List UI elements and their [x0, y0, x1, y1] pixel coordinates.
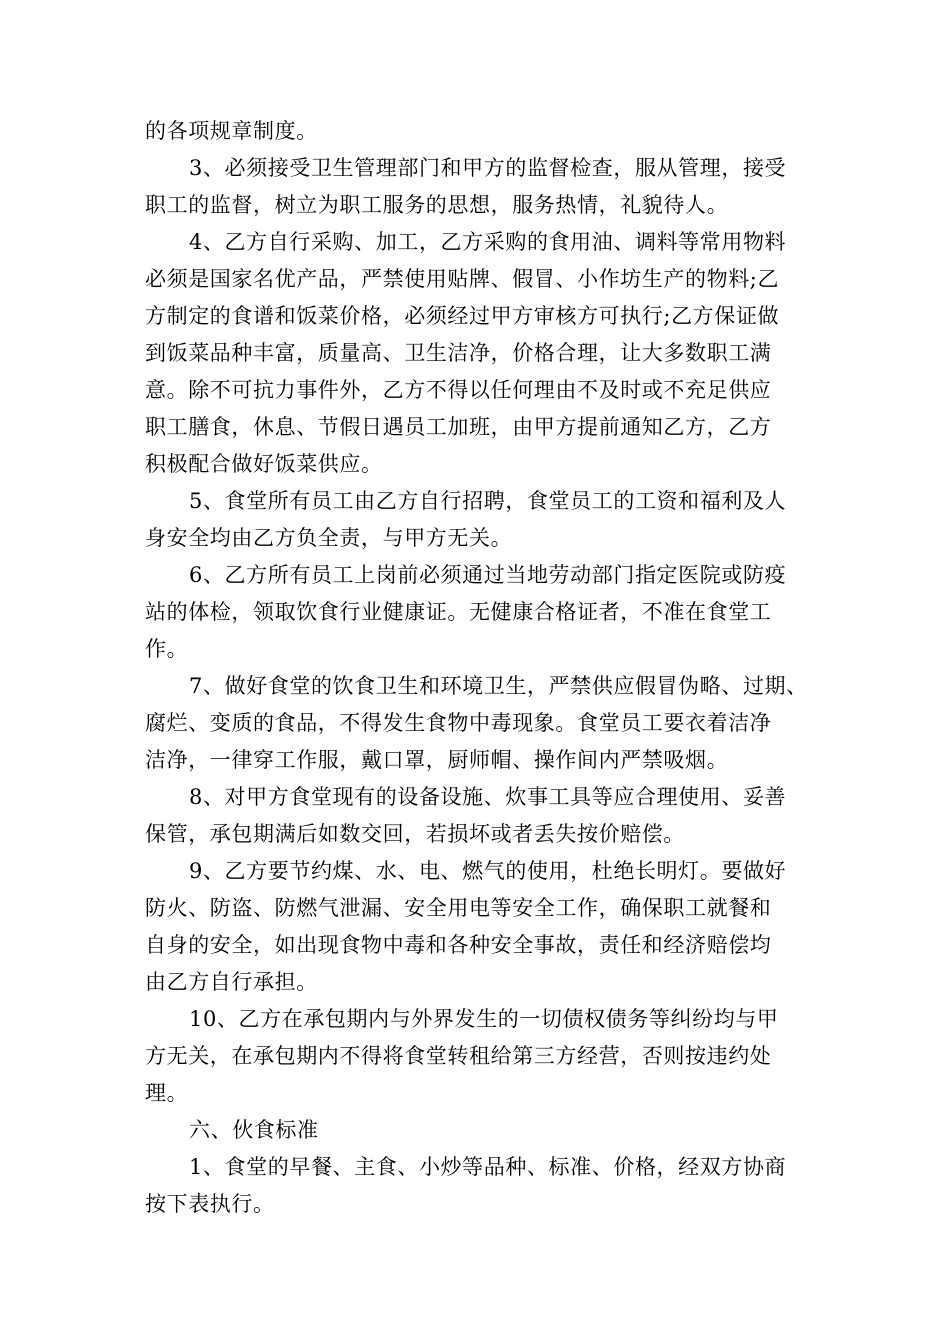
- text-line: 意。除不可抗力事件外，乙方不得以任何理由不及时或不充足供应: [145, 378, 772, 402]
- clause-10-line: 10、乙方在承包期内与外界发生的一切债权债务等纠纷均与甲: [189, 1007, 779, 1031]
- clause-7-line: 7、做好食堂的饮食卫生和环境卫生，严禁供应假冒伪略、过期、: [189, 674, 808, 698]
- clause-8-line: 8、对甲方食堂现有的设备设施、炊事工具等应合理使用、妥善: [189, 785, 787, 809]
- text-line: 身安全均由乙方负全责，与甲方无关。: [145, 526, 513, 550]
- section-6-clause-1-line: 1、食堂的早餐、主食、小炒等品种、标准、价格，经双方协商: [189, 1155, 787, 1179]
- text-line: 职工的监督，树立为职工服务的思想，服务热情，礼貌待人。: [145, 193, 729, 217]
- text-line: 腐烂、变质的食品，不得发生食物中毒现象。食堂员工要衣着洁净: [145, 711, 772, 735]
- text-line: 防火、防盗、防燃气泄漏、安全用电等安全工作，确保职工就餐和: [145, 896, 772, 920]
- text-line: 职工膳食，休息、节假日遇员工加班，由甲方提前通知乙方，乙方: [145, 415, 772, 439]
- text-line: 理。: [145, 1081, 189, 1105]
- text-line: 自身的安全，如出现食物中毒和各种安全事故，责任和经济赔偿均: [145, 933, 772, 957]
- text-line: 积极配合做好饭菜供应。: [145, 452, 383, 476]
- text-line: 由乙方自行承担。: [145, 970, 318, 994]
- text-line: 方制定的食谱和饭菜价格，必须经过甲方审核方可执行;乙方保证做: [145, 304, 780, 328]
- clause-6-line: 6、乙方所有员工上岗前必须通过当地劳动部门指定医院或防疫: [189, 563, 787, 587]
- text-line: 站的体检，领取饮食行业健康证。无健康合格证者，不准在食堂工: [145, 600, 772, 624]
- document-body: [145, 113, 810, 1223]
- clause-3-line: 3、必须接受卫生管理部门和甲方的监督检查，服从管理，接受: [189, 156, 787, 180]
- text-line: 按下表执行。: [145, 1192, 275, 1216]
- text-line: 到饭菜品种丰富，质量高、卫生洁净，价格合理，让大多数职工满: [145, 341, 772, 365]
- text-line: 保管，承包期满后如数交回，若损坏或者丢失按价赔偿。: [145, 822, 685, 846]
- text-line: 洁净，一律穿工作服，戴口罩，厨师帽、操作间内严禁吸烟。: [145, 748, 729, 772]
- text-line: 必须是国家名优产品，严禁使用贴牌、假冒、小作坊生产的物料;乙: [145, 267, 780, 291]
- text-line: 方无关，在承包期内不得将食堂转租给第三方经营，否则按违约处: [145, 1044, 772, 1068]
- text-line: 的各项规章制度。: [145, 119, 318, 143]
- clause-9-line: 9、乙方要节约煤、水、电、燃气的使用，杜绝长明灯。要做好: [189, 859, 787, 883]
- text-line: 作。: [145, 637, 189, 661]
- clause-5-line: 5、食堂所有员工由乙方自行招聘，食堂员工的工资和福利及人: [189, 489, 787, 513]
- clause-4-line: 4、乙方自行采购、加工，乙方采购的食用油、调料等常用物料: [189, 230, 787, 254]
- section-heading: 六、伙食标准: [189, 1118, 319, 1142]
